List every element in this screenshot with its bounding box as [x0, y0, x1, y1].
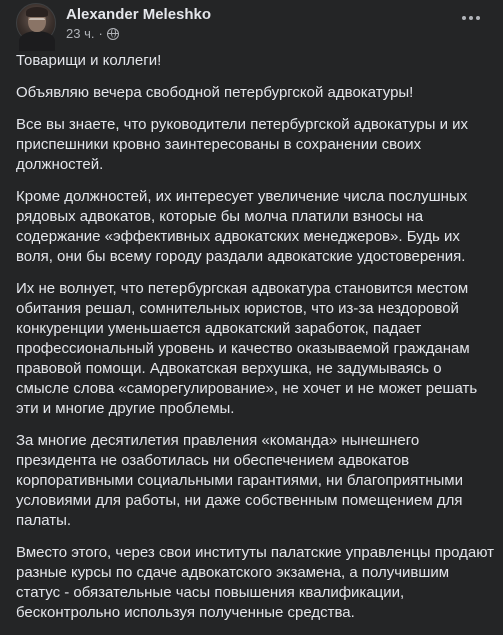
- separator-dot: ·: [98, 25, 103, 41]
- post-paragraph: Объявляю вечера свободной петербургской адвокатуры!: [16, 84, 414, 101]
- post-text: [16, 51, 494, 635]
- author-avatar[interactable]: [16, 3, 56, 43]
- post-paragraph: Вместо этого, через свои институты палатские управленцы продают разные курсы по сдаче адвокатского экзамена, а получившим статус - обязательные часы повышения квалификации, бесконтрольно используя полученные средства.: [16, 544, 495, 621]
- post-header: [16, 0, 211, 46]
- post-meta: [66, 5, 211, 42]
- post-paragraph: Все вы знаете, что руководители петербургской адвокатуры и их приспешники кровно заинтересованы в сохранении своих должностей.: [16, 116, 468, 173]
- author-name[interactable]: Alexander Meleshko: [66, 5, 212, 23]
- post-paragraph: Кроме должностей, их интересует увеличение числа послушных рядовых адвокатов, которые бы молча платили взносы на содержание «эффективных адвокатских менеджеров». Будь их воля, они бы всему городу раздали адвокатские удостоверения.: [16, 188, 468, 265]
- post-paragraph: Их не волнует, что петербургская адвокатура становится местом обитания решал, сомнительных юристов, что из-за нездоровой конкуренции уменьшается адвокатский заработок, падает профессиональный уровень и качество оказываемой гражданам правовой помощи. Адвокатская верхушка, не задумываясь о смысле слова «саморегулирование», не хочет и не может решать эти и многие другие проблемы.: [16, 280, 478, 417]
- post-paragraph: За многие десятилетия правления «команда» нынешнего президента не озаботилась ни обеспечением адвокатов корпоративными социальными гарантиями, ни благоприятными условиями для работы, ни даже собственным помещением для палаты.: [16, 432, 463, 529]
- more-dot: [462, 16, 466, 20]
- post-paragraph: Товарищи и коллеги!: [16, 52, 162, 69]
- avatar-shoulders: [19, 31, 55, 51]
- more-dot: [469, 16, 473, 20]
- more-dot: [476, 16, 480, 20]
- more-options-icon[interactable]: [457, 8, 485, 28]
- globe-icon[interactable]: [107, 28, 119, 40]
- avatar-hair: [26, 7, 48, 17]
- post-timestamp[interactable]: 23 ч.: [66, 25, 95, 41]
- avatar-glasses: [29, 18, 45, 22]
- post-subline: [66, 26, 211, 42]
